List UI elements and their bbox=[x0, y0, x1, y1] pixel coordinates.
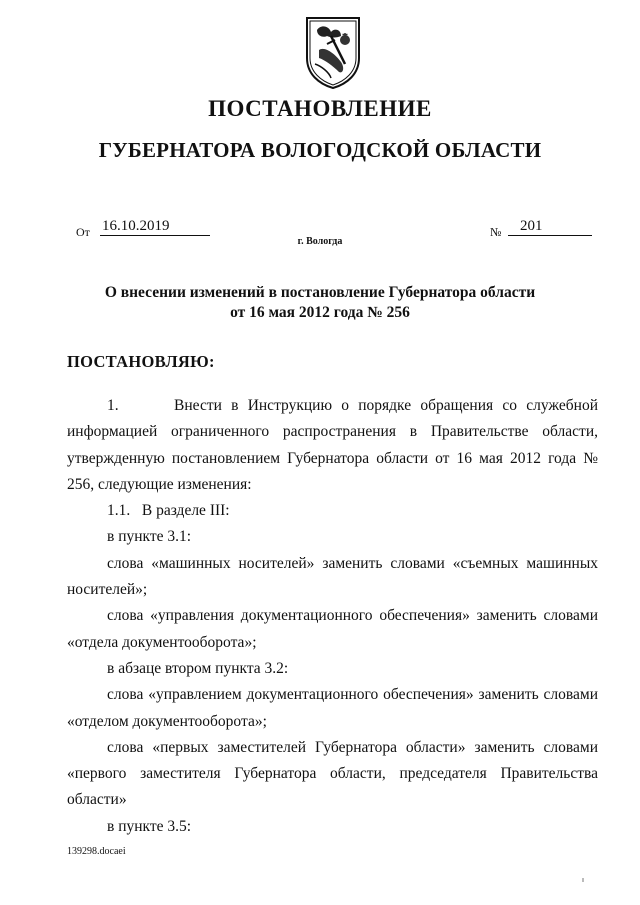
scan-artifact bbox=[582, 878, 584, 882]
paragraph-1-1: 1.1. В разделе III: bbox=[107, 502, 230, 520]
paragraph-replace-3: слова «управлением документационного обеспечения» заменить словами «отделом документооборота»; bbox=[67, 686, 598, 730]
document-body bbox=[67, 393, 598, 840]
subject-line-1: О внесении изменений в постановление Губернатора области bbox=[104, 284, 536, 301]
vologda-coat-of-arms-icon bbox=[301, 14, 365, 90]
document-number: 201 bbox=[508, 218, 592, 236]
paragraph-clause-3-1: в пункте 3.1: bbox=[107, 528, 192, 546]
subject-line-2: от 16 мая 2012 года № 256 bbox=[230, 304, 410, 321]
date-prefix: От bbox=[76, 225, 90, 239]
footer-doc-id: 139298.docaei bbox=[67, 846, 126, 857]
document-issuer: ГУБЕРНАТОРА ВОЛОГОДСКОЙ ОБЛАСТИ bbox=[98, 138, 542, 162]
document-subject bbox=[60, 283, 580, 323]
paragraph-replace-4: слова «первых заместителей Губернатора области» заменить словами «первого заместителя Губернатора области, председателя Правительства области» bbox=[67, 738, 598, 809]
city-label: г. Вологда bbox=[297, 236, 343, 247]
paragraph-replace-2: слова «управления документационного обеспечения» заменить словами «отдела документооборота»; bbox=[67, 607, 598, 651]
paragraph-replace-1: слова «машинных носителей» заменить словами «съемных машинных носителей»; bbox=[67, 554, 598, 599]
document-title: ПОСТАНОВЛЕНИЕ bbox=[208, 96, 432, 121]
paragraph-1: 1. Внести в Инструкцию о порядке обращения со служебной информацией ограниченного распространения в Правительстве области, утвержденную постановлением Губернатора области от 16 мая 2012 года № 256, следующие изменения: bbox=[67, 397, 598, 493]
paragraph-clause-3-5: в пункте 3.5: bbox=[107, 817, 192, 835]
number-prefix: № bbox=[490, 225, 502, 239]
paragraph-clause-3-2: в абзаце втором пункта 3.2: bbox=[107, 659, 289, 677]
document-date: 16.10.2019 bbox=[100, 218, 210, 236]
decree-heading: ПОСТАНОВЛЯЮ: bbox=[67, 352, 215, 371]
